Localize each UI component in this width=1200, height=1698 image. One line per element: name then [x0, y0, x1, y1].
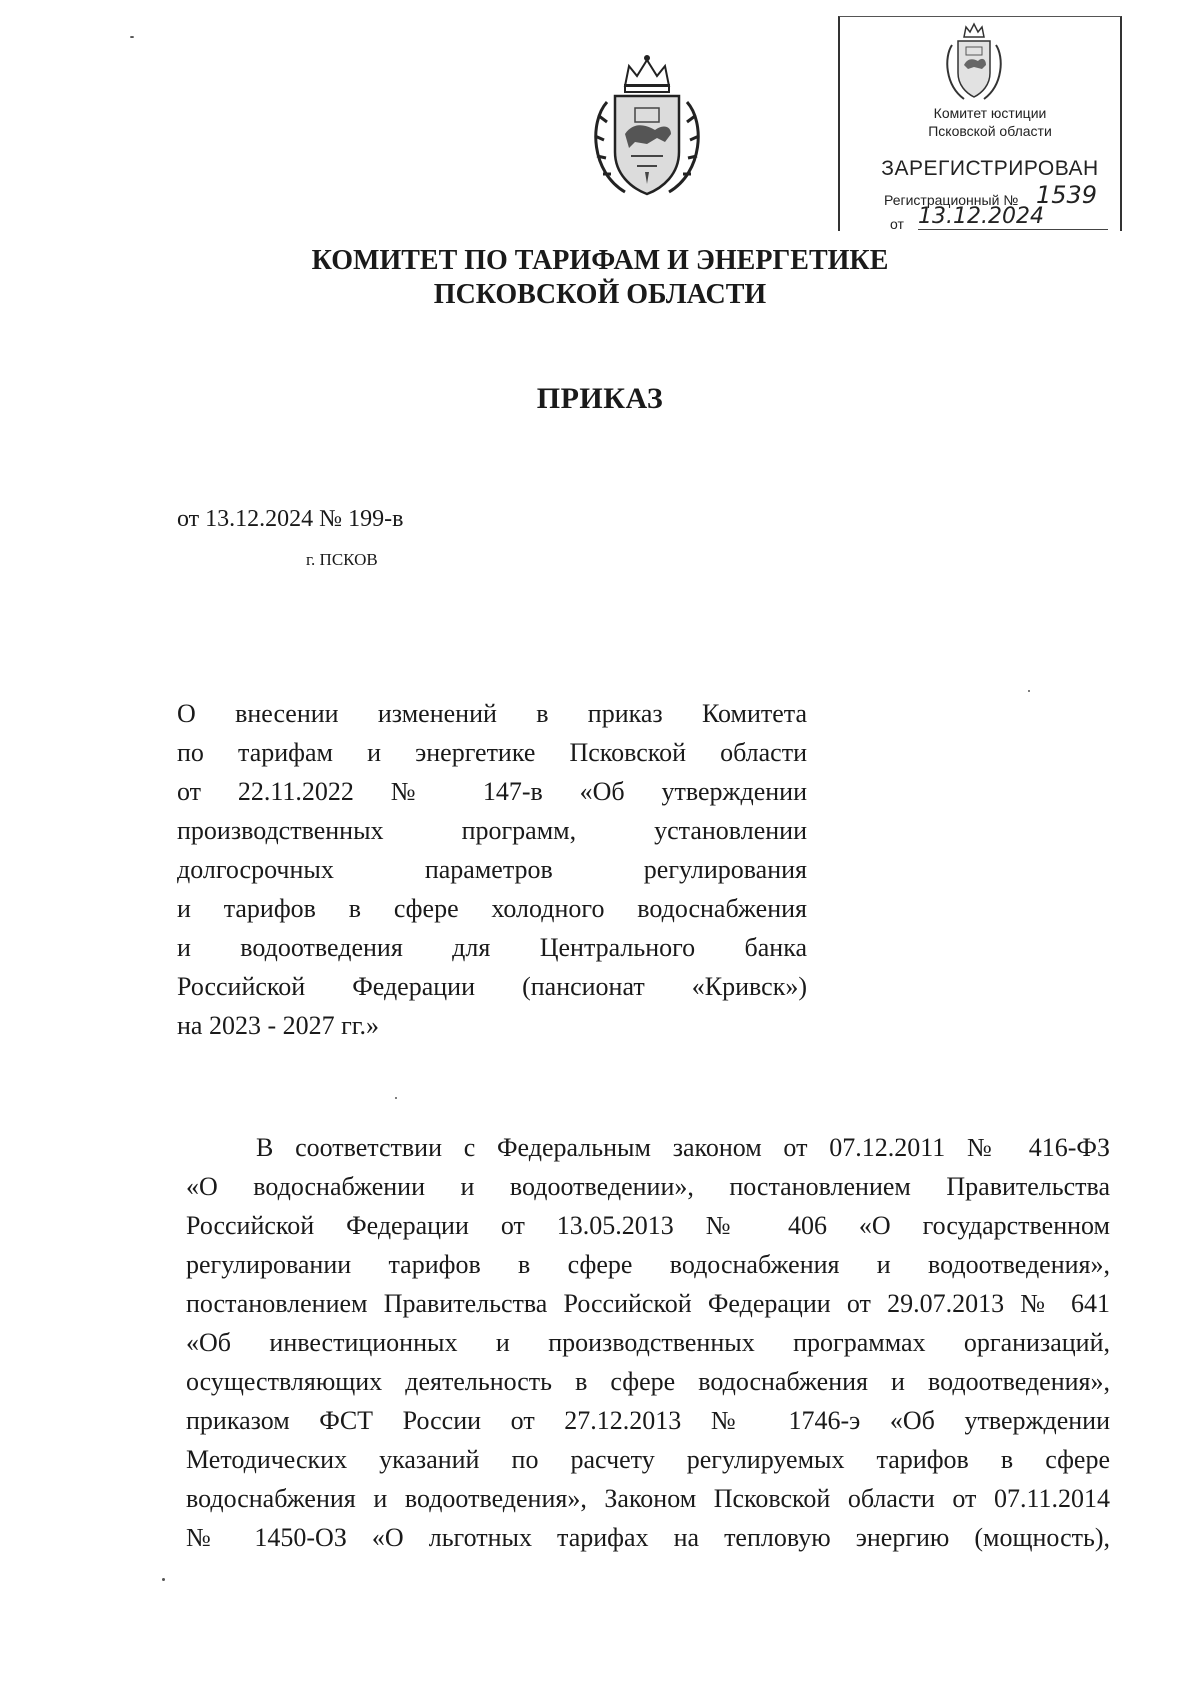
body-line: В соответствии с Федеральным законом от 07.12.2011 № 416-ФЗ — [256, 1133, 1110, 1162]
registration-stamp — [838, 16, 1122, 231]
subject-line: Российской Федерации (пансионат «Кривск») — [177, 972, 807, 1001]
body-line: Методических указаний по расчету регулируемых тарифов в сфере — [186, 1445, 1110, 1474]
body-line: приказом ФСТ России от 27.12.2013 № 1746-э «Об утверждении — [186, 1406, 1110, 1435]
order-subject — [177, 694, 807, 1045]
order-date-number: от 13.12.2024 № 199-в — [177, 506, 404, 532]
stamp-emblem-icon — [942, 21, 1006, 107]
subject-line: и тарифов в сфере холодного водоснабжения — [177, 894, 807, 923]
stamp-registered-title: ЗАРЕГИСТРИРОВАН — [881, 157, 1099, 180]
stamp-date-prefix: от — [890, 216, 904, 232]
stamp-authority-line2: Псковской области — [928, 123, 1052, 139]
stamp-authority-line1: Комитет юстиции — [933, 105, 1047, 121]
scan-speck — [1028, 690, 1030, 692]
org-line-2: ПСКОВСКОЙ ОБЛАСТИ — [433, 279, 767, 310]
body-line: «Об инвестиционных и производственных программах организаций, — [186, 1328, 1110, 1357]
body-line: № 1450-ОЗ «О льготных тарифах на тепловую энергию (мощность), — [186, 1523, 1110, 1552]
stamp-reg-label: Регистрационный № — [884, 192, 1019, 208]
subject-line: О внесении изменений в приказ Комитета — [177, 699, 807, 728]
organization-name — [200, 244, 1000, 312]
scan-speck — [130, 36, 134, 38]
document-type-title: ПРИКАЗ — [536, 382, 664, 415]
stamp-reg-number: 1539 — [1036, 181, 1098, 209]
subject-line: долгосрочных параметров регулирования — [177, 855, 807, 884]
subject-line: и водоотведения для Центрального банка — [177, 933, 807, 962]
body-line: постановлением Правительства Российской Федерации от 29.07.2013 № 641 — [186, 1289, 1110, 1318]
subject-line: на 2023 - 2027 гг.» — [177, 1011, 380, 1040]
scan-speck — [162, 1578, 165, 1581]
body-line: осуществляющих деятельность в сфере водоснабжения и водоотведения», — [186, 1367, 1110, 1396]
body-line: Российской Федерации от 13.05.2013 № 406 «О государственном — [186, 1211, 1110, 1240]
subject-line: от 22.11.2022 № 147-в «Об утверждении — [177, 777, 807, 806]
subject-line: по тарифам и энергетике Псковской области — [177, 738, 807, 767]
order-body-paragraph — [186, 1128, 1110, 1557]
org-line-1: КОМИТЕТ ПО ТАРИФАМ И ЭНЕРГЕТИКЕ — [311, 245, 889, 276]
stamp-date-value: 13.12.2024 — [918, 205, 1108, 230]
scan-speck — [395, 1097, 397, 1099]
body-line: водоснабжения и водоотведения», Законом Псковской области от 07.11.2014 — [186, 1484, 1110, 1513]
coat-of-arms-emblem — [585, 52, 709, 202]
body-line: «О водоснабжении и водоотведении», постановлением Правительства — [186, 1172, 1110, 1201]
body-line: регулировании тарифов в сфере водоснабжения и водоотведения», — [186, 1250, 1110, 1279]
city-name: г. ПСКОВ — [306, 550, 378, 569]
subject-line: производственных программ, установлении — [177, 816, 807, 845]
